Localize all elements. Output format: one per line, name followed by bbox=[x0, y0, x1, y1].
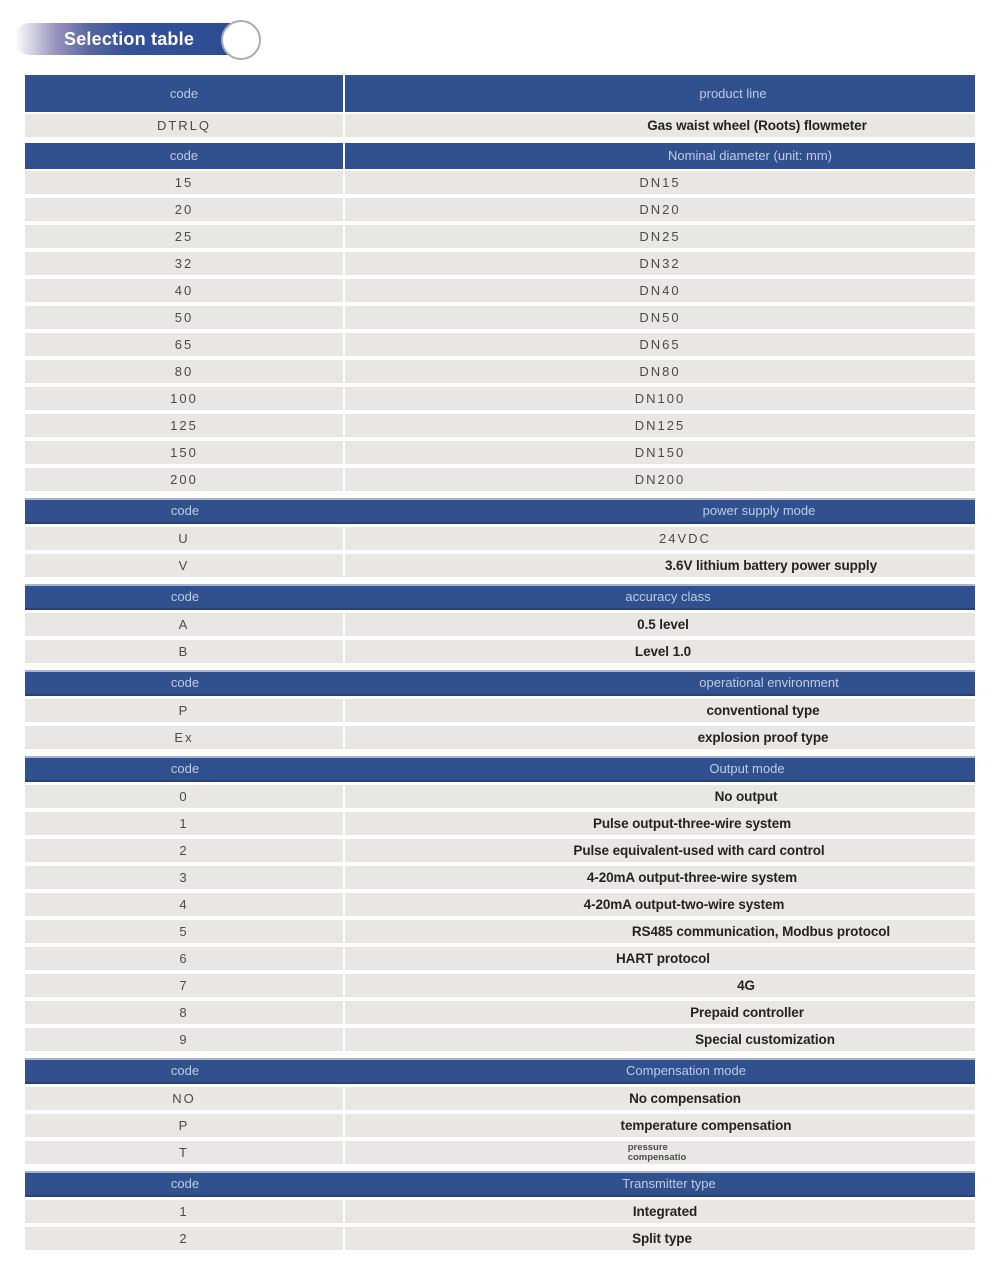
code-text: 2 bbox=[179, 1231, 189, 1246]
code-cell bbox=[25, 920, 345, 943]
code-text: U bbox=[178, 531, 190, 546]
value-cell bbox=[345, 114, 975, 137]
section-header-row bbox=[25, 1058, 975, 1084]
section-header-row bbox=[25, 143, 975, 169]
code-text: 2 bbox=[179, 843, 189, 858]
code-text: 9 bbox=[179, 1032, 189, 1047]
code-cell bbox=[25, 333, 345, 356]
value-text-line: pressure bbox=[627, 1141, 668, 1153]
code-cell bbox=[25, 171, 345, 194]
code-cell bbox=[25, 279, 345, 302]
value-cell bbox=[345, 974, 975, 997]
code-text: 40 bbox=[174, 283, 194, 298]
value-cell bbox=[345, 279, 975, 302]
value-text: DN200 bbox=[634, 472, 686, 487]
value-cell bbox=[345, 1114, 975, 1137]
section-header-row bbox=[25, 75, 975, 112]
value-text: DN32 bbox=[639, 256, 681, 271]
table-row bbox=[25, 1028, 975, 1055]
table-row bbox=[25, 441, 975, 468]
table-row bbox=[25, 812, 975, 839]
code-text: NO bbox=[172, 1091, 196, 1106]
table-row bbox=[25, 387, 975, 414]
header-label-cell bbox=[345, 143, 975, 169]
code-cell bbox=[25, 1227, 345, 1250]
value-cell bbox=[345, 468, 975, 491]
value-cell bbox=[345, 414, 975, 437]
selection-table bbox=[25, 75, 975, 1254]
header-label-cell bbox=[345, 758, 975, 780]
table-row bbox=[25, 1114, 975, 1141]
code-text: 80 bbox=[174, 364, 194, 379]
header-label: Output mode bbox=[709, 761, 785, 776]
code-text: 1 bbox=[179, 816, 189, 831]
code-cell bbox=[25, 726, 345, 749]
header-code-cell bbox=[25, 586, 345, 608]
table-row bbox=[25, 920, 975, 947]
value-text: Prepaid controller bbox=[690, 1005, 804, 1020]
code-cell bbox=[25, 947, 345, 970]
code-text: Ex bbox=[174, 730, 194, 745]
table-row bbox=[25, 1200, 975, 1227]
value-cell bbox=[345, 812, 975, 835]
code-text: 100 bbox=[170, 391, 198, 406]
code-text: T bbox=[179, 1145, 189, 1160]
code-text: P bbox=[178, 1118, 190, 1133]
value-text: No output bbox=[714, 789, 778, 804]
code-cell bbox=[25, 1087, 345, 1110]
table-row bbox=[25, 414, 975, 441]
code-cell bbox=[25, 640, 345, 663]
table-row bbox=[25, 171, 975, 198]
table-row bbox=[25, 279, 975, 306]
table-row bbox=[25, 1141, 975, 1168]
value-cell bbox=[345, 441, 975, 464]
table-row bbox=[25, 554, 975, 581]
code-cell bbox=[25, 360, 345, 383]
table-row bbox=[25, 1087, 975, 1114]
value-text: 24VDC bbox=[659, 531, 711, 546]
code-text: 15 bbox=[174, 175, 194, 190]
code-cell bbox=[25, 1200, 345, 1223]
code-text: 6 bbox=[179, 951, 189, 966]
value-text: Integrated bbox=[632, 1204, 698, 1219]
code-cell bbox=[25, 1001, 345, 1024]
code-cell bbox=[25, 225, 345, 248]
code-text: 4 bbox=[179, 897, 189, 912]
value-text: DN50 bbox=[639, 310, 681, 325]
code-cell bbox=[25, 468, 345, 491]
code-text: 1 bbox=[179, 1204, 189, 1219]
value-text: Special customization bbox=[695, 1032, 835, 1047]
value-cell bbox=[345, 893, 975, 916]
value-cell bbox=[345, 554, 975, 577]
value-text: No compensation bbox=[629, 1091, 741, 1106]
value-cell bbox=[345, 527, 975, 550]
code-cell bbox=[25, 699, 345, 722]
value-cell bbox=[345, 785, 975, 808]
header-label-cell bbox=[345, 1060, 975, 1082]
table-row bbox=[25, 198, 975, 225]
header-code-label: code bbox=[170, 1176, 200, 1191]
code-text: 20 bbox=[174, 202, 194, 217]
value-text: DN125 bbox=[634, 418, 686, 433]
value-cell bbox=[345, 866, 975, 889]
code-cell bbox=[25, 1114, 345, 1137]
title-badge bbox=[14, 23, 248, 55]
value-cell bbox=[345, 360, 975, 383]
value-cell bbox=[345, 387, 975, 410]
value-cell bbox=[345, 1227, 975, 1250]
header-code-label: code bbox=[169, 86, 199, 101]
value-text: DN150 bbox=[634, 445, 686, 460]
value-cell bbox=[345, 613, 975, 636]
value-text: temperature compensation bbox=[620, 1118, 792, 1133]
value-text: DN40 bbox=[639, 283, 681, 298]
header-label-cell bbox=[345, 672, 975, 694]
value-text bbox=[628, 1143, 687, 1163]
table-row bbox=[25, 893, 975, 920]
table-row bbox=[25, 360, 975, 387]
header-label-cell bbox=[345, 586, 975, 608]
code-cell bbox=[25, 1028, 345, 1051]
value-text: conventional type bbox=[706, 703, 820, 718]
value-text: Gas waist wheel (Roots) flowmeter bbox=[647, 118, 867, 133]
table-row bbox=[25, 866, 975, 893]
code-text: 125 bbox=[170, 418, 198, 433]
code-cell bbox=[25, 527, 345, 550]
code-text: 65 bbox=[174, 337, 194, 352]
value-cell bbox=[345, 1200, 975, 1223]
table-row bbox=[25, 1001, 975, 1028]
value-cell bbox=[345, 1028, 975, 1051]
value-cell bbox=[345, 640, 975, 663]
header-label: product line bbox=[699, 86, 767, 101]
header-label: Compensation mode bbox=[626, 1063, 746, 1078]
value-text: DN100 bbox=[634, 391, 686, 406]
page-title: Selection table bbox=[64, 28, 195, 49]
code-cell bbox=[25, 441, 345, 464]
header-label-cell bbox=[345, 1173, 975, 1195]
badge-ring-decoration bbox=[221, 20, 261, 60]
code-text: 25 bbox=[174, 229, 194, 244]
table-row bbox=[25, 252, 975, 279]
header-code-cell bbox=[25, 1060, 345, 1082]
code-text: V bbox=[178, 558, 190, 573]
table-row bbox=[25, 468, 975, 495]
header-code-label: code bbox=[170, 1063, 200, 1078]
code-text: 5 bbox=[179, 924, 189, 939]
value-cell bbox=[345, 1087, 975, 1110]
code-cell bbox=[25, 613, 345, 636]
section-header-row bbox=[25, 1171, 975, 1197]
value-text: DN25 bbox=[639, 229, 681, 244]
header-code-label: code bbox=[170, 589, 200, 604]
header-label-cell bbox=[345, 500, 975, 522]
value-cell bbox=[345, 333, 975, 356]
code-cell bbox=[25, 387, 345, 410]
header-code-cell bbox=[25, 75, 345, 112]
table-row bbox=[25, 699, 975, 726]
code-cell bbox=[25, 414, 345, 437]
table-row bbox=[25, 613, 975, 640]
value-text: Split type bbox=[632, 1231, 692, 1246]
code-cell bbox=[25, 893, 345, 916]
header-code-cell bbox=[25, 500, 345, 522]
code-cell bbox=[25, 198, 345, 221]
value-text: 4-20mA output-two-wire system bbox=[583, 897, 785, 912]
code-cell bbox=[25, 839, 345, 862]
table-row bbox=[25, 527, 975, 554]
value-text: Pulse output-three-wire system bbox=[592, 816, 792, 831]
value-text: 4-20mA output-three-wire system bbox=[586, 870, 798, 885]
code-text: 7 bbox=[179, 978, 189, 993]
header-code-label: code bbox=[170, 503, 200, 518]
code-text: 32 bbox=[174, 256, 194, 271]
table-row bbox=[25, 1227, 975, 1254]
value-cell bbox=[345, 947, 975, 970]
value-text: DN80 bbox=[639, 364, 681, 379]
value-text: explosion proof type bbox=[697, 730, 829, 745]
value-text: DN65 bbox=[639, 337, 681, 352]
header-label-cell bbox=[345, 75, 975, 112]
header-label: accuracy class bbox=[625, 589, 711, 604]
code-text: 150 bbox=[170, 445, 198, 460]
header-label: Transmitter type bbox=[622, 1176, 716, 1191]
header-code-label: code bbox=[169, 148, 199, 163]
section-header-row bbox=[25, 670, 975, 696]
code-text: 200 bbox=[170, 472, 198, 487]
value-cell bbox=[345, 699, 975, 722]
code-cell bbox=[25, 1141, 345, 1164]
header-label: operational environment bbox=[699, 675, 839, 690]
code-text: 8 bbox=[179, 1005, 189, 1020]
value-cell bbox=[345, 171, 975, 194]
value-text: DN20 bbox=[639, 202, 681, 217]
code-text: B bbox=[178, 644, 190, 659]
code-cell bbox=[25, 785, 345, 808]
code-text: DTRLQ bbox=[156, 118, 212, 133]
table-row bbox=[25, 785, 975, 812]
code-cell bbox=[25, 974, 345, 997]
code-cell bbox=[25, 866, 345, 889]
value-text: 0.5 level bbox=[637, 617, 689, 632]
table-row bbox=[25, 839, 975, 866]
value-cell bbox=[345, 198, 975, 221]
table-row bbox=[25, 225, 975, 252]
code-cell bbox=[25, 252, 345, 275]
table-row bbox=[25, 947, 975, 974]
header-label: power supply mode bbox=[702, 503, 816, 518]
table-row bbox=[25, 726, 975, 753]
value-text: DN15 bbox=[639, 175, 681, 190]
header-code-cell bbox=[25, 143, 345, 169]
header-code-label: code bbox=[170, 761, 200, 776]
code-text: 50 bbox=[174, 310, 194, 325]
code-cell bbox=[25, 812, 345, 835]
code-text: 0 bbox=[179, 789, 189, 804]
value-text: Pulse equivalent-used with card control bbox=[573, 843, 825, 858]
header-code-cell bbox=[25, 672, 345, 694]
section-header-row bbox=[25, 584, 975, 610]
value-cell bbox=[345, 225, 975, 248]
value-text: 4G bbox=[737, 978, 755, 993]
value-text: Level 1.0 bbox=[634, 644, 692, 659]
value-cell bbox=[345, 726, 975, 749]
section-header-row bbox=[25, 756, 975, 782]
table-row bbox=[25, 974, 975, 1001]
value-text: RS485 communication, Modbus protocol bbox=[631, 924, 891, 939]
value-cell bbox=[345, 920, 975, 943]
value-cell bbox=[345, 1001, 975, 1024]
value-text-line: compensatio bbox=[627, 1151, 687, 1163]
table-row bbox=[25, 306, 975, 333]
value-cell bbox=[345, 839, 975, 862]
code-cell bbox=[25, 554, 345, 577]
table-row bbox=[25, 640, 975, 667]
value-cell bbox=[345, 252, 975, 275]
code-cell bbox=[25, 306, 345, 329]
table-row bbox=[25, 114, 975, 141]
value-cell bbox=[345, 1141, 975, 1164]
header-code-cell bbox=[25, 1173, 345, 1195]
code-text: A bbox=[178, 617, 190, 632]
code-text: 3 bbox=[179, 870, 189, 885]
header-label: Nominal diameter (unit: mm) bbox=[668, 148, 832, 163]
code-cell bbox=[25, 114, 345, 137]
value-text: 3.6V lithium battery power supply bbox=[665, 558, 877, 573]
code-text: P bbox=[178, 703, 190, 718]
value-cell bbox=[345, 306, 975, 329]
header-code-label: code bbox=[170, 675, 200, 690]
value-text: HART protocol bbox=[616, 951, 710, 966]
header-code-cell bbox=[25, 758, 345, 780]
table-row bbox=[25, 333, 975, 360]
section-header-row bbox=[25, 498, 975, 524]
